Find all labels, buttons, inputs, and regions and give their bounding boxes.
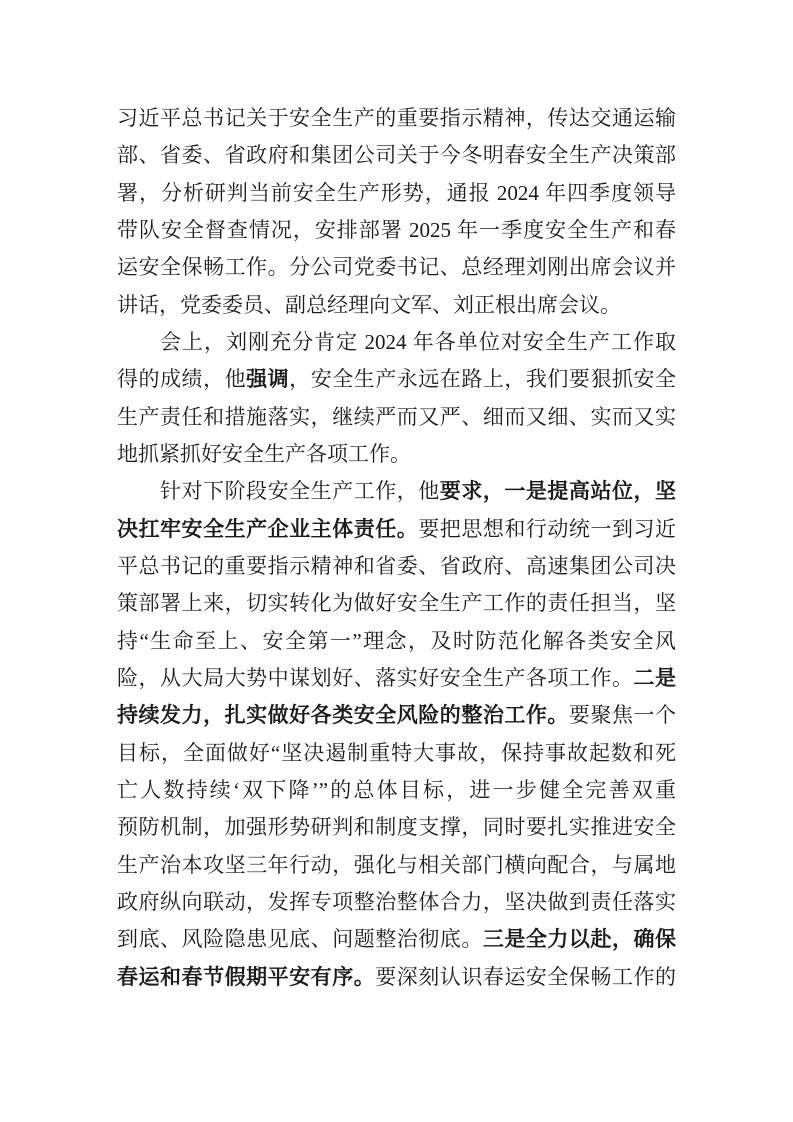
bold-text-run: 二是 [633,665,676,690]
text-line [117,287,676,324]
text-line [117,660,676,697]
document-text-block [117,100,676,996]
text-line [117,585,676,622]
text-line [117,361,676,398]
bold-text-run: 持续发力，扎实做好各类安全风险的整治工作。 [117,703,569,728]
text-run: 带队安全督查情况，安排部署 2025 年一季度安全生产和春 [117,217,676,242]
bold-text-run: 决扛牢安全生产企业主体责任。 [117,516,419,541]
text-line [117,735,676,772]
paragraph [117,473,676,996]
text-line [117,399,676,436]
text-run: 策部署上来，切实转化为做好安全生产工作的责任担当，坚 [117,591,676,616]
text-run: 要把思想和行动统一到习近 [418,516,676,541]
text-line [117,809,676,846]
text-run: 预防机制，加强形势研判和制度支撑，同时要扎实推进安全 [117,815,676,840]
text-line [117,100,676,137]
text-run: 目标，全面做好“坚决遏制重特大事故，保持事故起数和死 [117,740,676,765]
text-line [117,436,676,473]
text-run: 平总书记的重要指示精神和省委、省政府、高速集团公司决 [117,553,676,578]
paragraph [117,100,676,324]
text-line [117,697,676,734]
text-line [117,473,676,510]
paragraph [117,324,676,473]
text-run: 持“生命至上、安全第一”理念，及时防范化解各类安全风 [117,628,676,653]
text-run: 运安全保畅工作。分公司党委书记、总经理刘刚出席会议并 [117,255,676,280]
text-run: 针对下阶段安全生产工作，他 [160,479,440,504]
text-run: 部、省委、省政府和集团公司关于今冬明春安全生产决策部 [117,143,676,168]
text-run: 要深刻认识春运安全保畅工作的 [375,964,676,989]
text-run: ，安全生产永远在路上，我们要狠抓安全 [289,367,676,392]
text-run: 地抓紧抓好安全生产各项工作。 [117,441,411,466]
text-run: 政府纵向联动，发挥专项整治整体合力，坚决做到责任落实 [117,889,676,914]
bold-text-run: 三是全力以赴，确保 [482,927,676,952]
text-run: 生产治本攻坚三年行动，强化与相关部门横向配合，与属地 [117,852,676,877]
text-run: 署，分析研判当前安全生产形势，通报 2024 年四季度领导 [117,180,676,205]
text-line [117,959,676,996]
text-line [117,249,676,286]
text-line [117,548,676,585]
text-line [117,884,676,921]
text-run: 要聚焦一个 [568,703,676,728]
text-line [117,175,676,212]
bold-text-run: 春运和春节假期平安有序。 [117,964,376,989]
bold-text-run: 强调 [246,367,290,392]
text-line [117,137,676,174]
text-run: 到底、风险隐患见底、问题整治彻底。 [117,927,483,952]
text-line [117,847,676,884]
text-line [117,324,676,361]
bold-text-run: 要求，一是提高站位，坚 [439,479,676,504]
text-run: 讲话，党委委员、副总经理向文军、刘正根出席会议。 [117,292,621,317]
text-run: 得的成绩，他 [117,367,247,392]
text-line [117,212,676,249]
text-run: 会上，刘刚充分肯定 2024 年各单位对安全生产工作取 [160,329,676,354]
text-run: 险，从大局大势中谋划好、落实好安全生产各项工作。 [117,665,634,690]
text-run: 亡人数持续‘双下降’”的总体目标，进一步健全完善双重 [117,777,676,802]
text-run: 生产责任和措施落实，继续严而又严、细而又细、实而又实 [117,404,676,429]
text-line [117,772,676,809]
text-line [117,921,676,958]
text-line [117,623,676,660]
text-line [117,511,676,548]
text-run: 习近平总书记关于安全生产的重要指示精神，传达交通运输 [117,106,676,130]
